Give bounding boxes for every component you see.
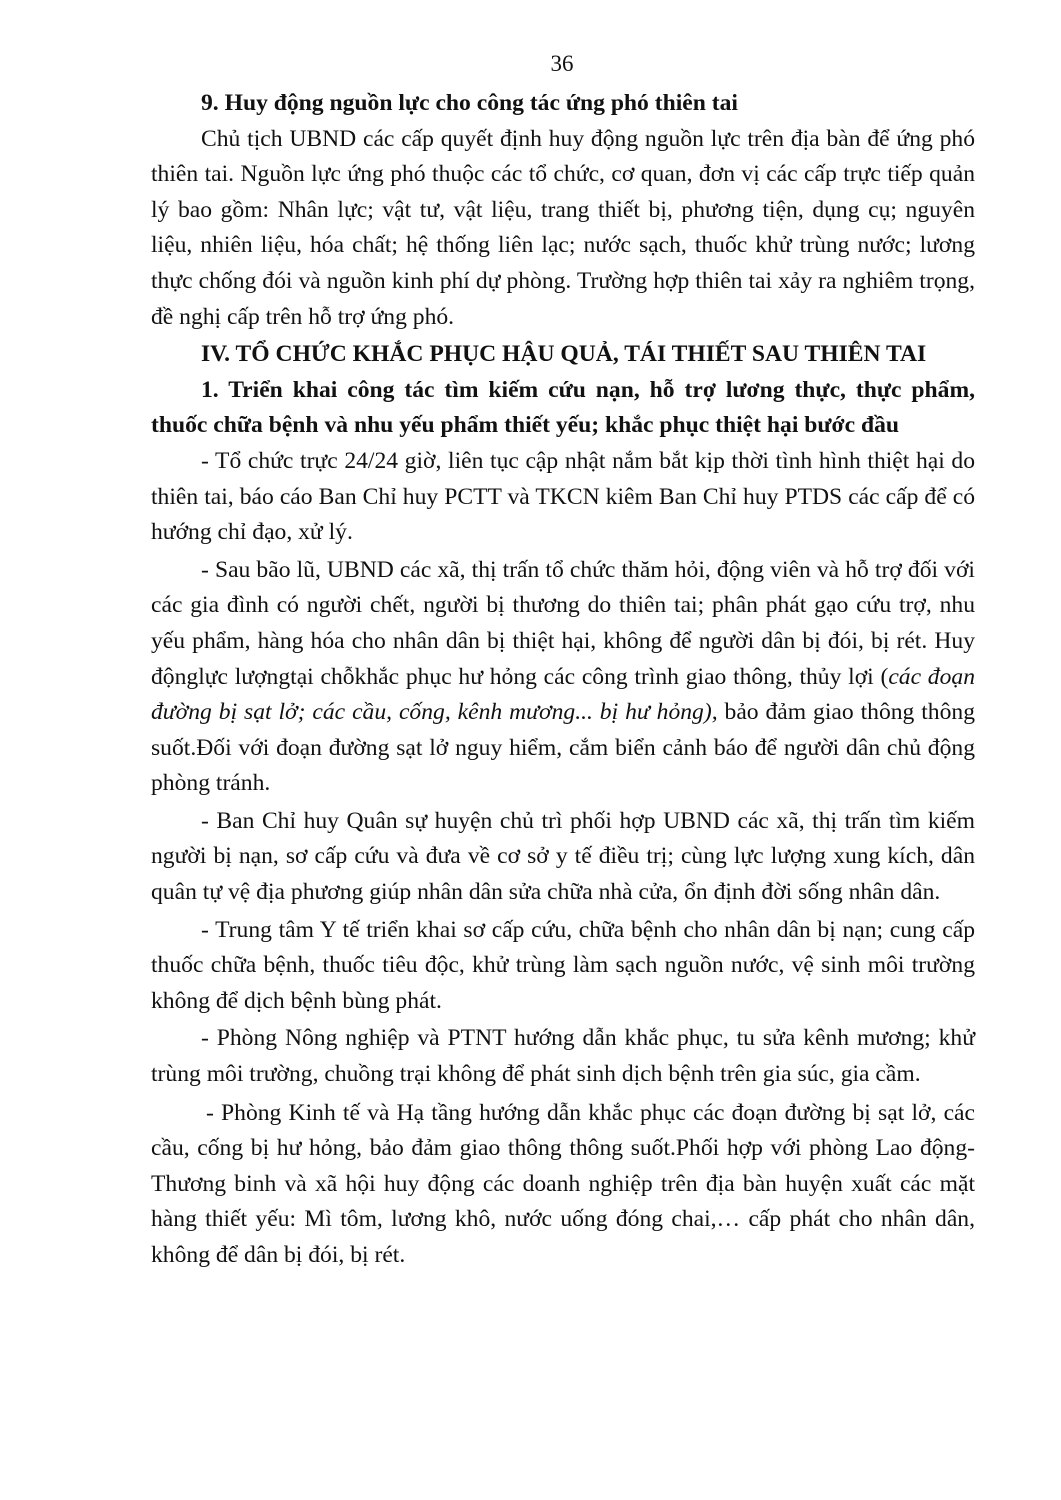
paragraph-after-flood-text-a: - Sau bão lũ, UBND các xã, thị trấn tổ chức thăm hỏi, động viên và hỗ trợ đối với các gia đình có người chết, người bị thương do thiên tai; phân phát gạo cứu trợ, nhu yếu phẩm, hàng hóa cho nhân dân bị thiệt hại, không để người dân bị đói, bị rét. Huy độnglực lượngtại chỗkhắc phục hư hỏng các công trình giao thông, thủy lợi ( <box>151 556 975 690</box>
section-iv-heading: IV. TỔ CHỨC KHẮC PHỤC HẬU QUẢ, TÁI THIẾT SAU THIÊN TAI <box>201 341 927 368</box>
paragraph-duty-24h: - Tổ chức trực 24/24 giờ, liên tục cập nhật nắm bắt kịp thời tình hình thiệt hại do thiên tai, báo cáo Ban Chỉ huy PCTT và TKCN kiêm Ban Chỉ huy PTDS các cấp để có hướng chỉ đạo, xử lý. <box>151 447 975 546</box>
paragraph-after-flood-text-b: bảo đảm giao thông thông suốt.Đối với đoạn đường sạt lở nguy hiểm, cắm biển cảnh báo để người dân chủ động phòng tránh. <box>151 699 975 797</box>
subsection-1-heading: 1. Triển khai công tác tìm kiếm cứu nạn, hỗ trợ lương thực, thực phẩm, thuốc chữa bệnh và nhu yếu phẩm thiết yếu; khắc phục thiệt hại bước đầu <box>151 376 975 439</box>
paragraph-after-flood <box>151 553 975 802</box>
paragraph-medical-center: - Trung tâm Y tế triển khai sơ cấp cứu, chữa bệnh cho nhân dân bị nạn; cung cấp thuốc chữa bệnh, thuốc tiêu độc, khử trùng làm sạch nguồn nước, vệ sinh môi trường không để dịch bệnh bùng phát. <box>151 916 975 1014</box>
paragraph-after-flood-italic: các đoạn đường bị sạt lở; các cầu, cống, kênh mương... bị hư hỏng), <box>151 663 975 726</box>
page-number: 36 <box>550 51 574 76</box>
document-body <box>151 86 975 1274</box>
paragraph-military-command: - Ban Chỉ huy Quân sự huyện chủ trì phối hợp UBND các xã, thị trấn tìm kiếm người bị nạn, sơ cấp cứu và đưa về cơ sở y tế điều trị; cùng lực lượng xung kích, dân quân tự vệ địa phương giúp nhân dân sửa chữa nhà cửa, ổn định đời sống nhân dân. <box>151 807 975 906</box>
section-9-paragraph: Chủ tịch UBND các cấp quyết định huy động nguồn lực trên địa bàn để ứng phó thiên tai. Nguồn lực ứng phó thuộc các tổ chức, cơ quan, đơn vị các cấp trực tiếp quản lý bao gồm: Nhân lực; vật tư, vật liệu, trang thiết bị, phương tiện, dụng cụ; nguyên liệu, nhiên liệu, hóa chất; hệ thống liên lạc; nước sạch, thuốc khử trùng nước; lương thực chống đói và nguồn kinh phí dự phòng. Trường hợp thiên tai xảy ra nghiêm trọng, đề nghị cấp trên hỗ trợ ứng phó. <box>151 125 975 330</box>
paragraph-agriculture-dept: - Phòng Nông nghiệp và PTNT hướng dẫn khắc phục, tu sửa kênh mương; khử trùng môi trường, chuồng trại không để phát sinh dịch bệnh trên gia súc, gia cầm. <box>151 1025 975 1088</box>
section-9-heading: 9. Huy động nguồn lực cho công tác ứng phó thiên tai <box>201 90 738 116</box>
paragraph-economy-infrastructure: - Phòng Kinh tế và Hạ tầng hướng dẫn khắc phục các đoạn đường bị sạt lở, các cầu, cống bị hư hỏng, bảo đảm giao thông thông suốt.Phối hợp với phòng Lao động- Thương binh và xã hội huy động các doanh nghiệp trên địa bàn huyện xuất các mặt hàng thiết yếu: Mì tôm, lương khô, nước uống đóng chai,… cấp phát cho nhân dân, không để dân bị đói, bị rét. <box>151 1099 975 1268</box>
